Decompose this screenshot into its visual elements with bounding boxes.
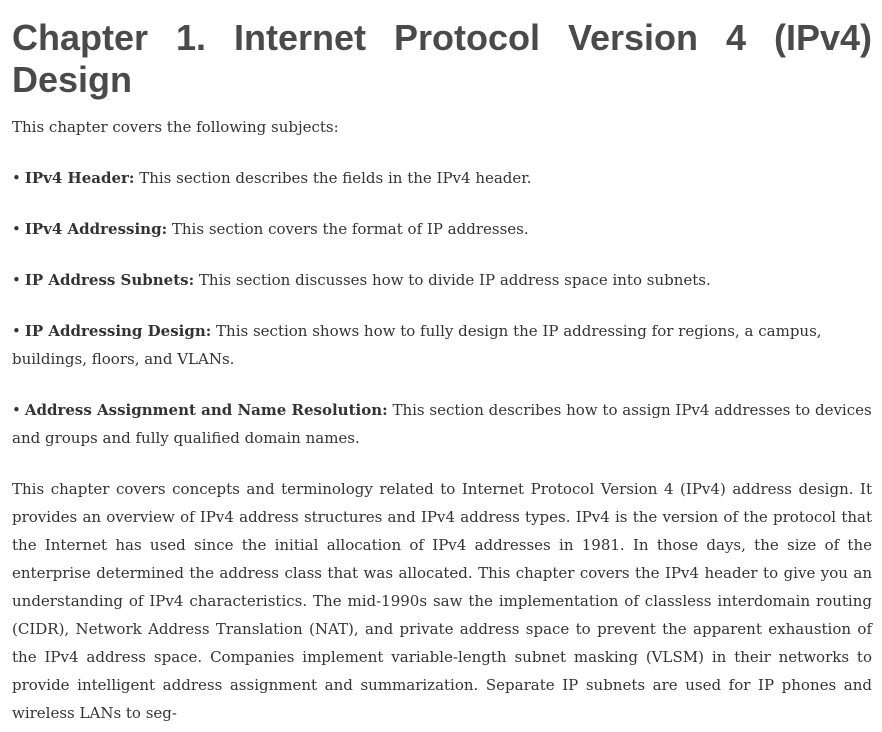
list-item: [12, 396, 872, 452]
chapter-title: [12, 17, 872, 101]
subject-description: This section covers the format of IP addresses.: [167, 220, 529, 238]
subjects-list: [12, 164, 872, 452]
bullet: •: [12, 322, 21, 340]
bullet: •: [12, 401, 21, 419]
subject-description: This section describes the fields in the IPv4 header.: [134, 169, 532, 187]
body-paragraph: This chapter covers concepts and terminology related to Internet Protocol Version 4 (IPv4) address design. It provides an overview of IPv4 address structures and IPv4 address types. IPv4 is the version of the protocol that the Internet has used since the initial allocation of IPv4 addresses in 1981. In those days, the size of the enterprise determined the address class that was allocated. This chapter covers the IPv4 header to give you an understanding of IPv4 characteristics. The mid-1990s saw the implementation of classless interdomain routing (CIDR), Network Address Translation (NAT), and private address space to prevent the apparent exhaustion of the IPv4 address space. Companies implement variable-length subnet masking (VLSM) in their networks to provide intelligent address assignment and summarization. Separate IP subnets are used for IP phones and wireless LANs to seg-: [12, 480, 872, 722]
document-page: [12, 0, 872, 727]
bullet: •: [12, 220, 21, 238]
chapter-title-line-1: Chapter 1. Internet Protocol Version 4 (IPv4): [12, 17, 872, 58]
subject-term: IP Addressing Design:: [24, 322, 212, 340]
subject-term: Address Assignment and Name Resolution:: [24, 401, 388, 419]
list-item: [12, 317, 872, 373]
subject-term: IPv4 Header:: [24, 169, 135, 187]
list-item: [12, 164, 872, 192]
chapter-title-line-2: Design: [12, 59, 133, 100]
subject-term: IPv4 Addressing:: [24, 220, 168, 238]
subject-description: This section shows how to fully design the IP addressing for regions, a campus, buildings, floors, and VLANs.: [12, 322, 822, 368]
intro-text: This chapter covers the following subjects:: [12, 118, 339, 136]
bullet: •: [12, 271, 21, 289]
subject-description: This section discusses how to divide IP address space into subnets.: [194, 271, 711, 289]
list-item: [12, 215, 872, 243]
bullet: •: [12, 169, 21, 187]
list-item: [12, 266, 872, 294]
subject-term: IP Address Subnets:: [24, 271, 195, 289]
subject-description: This section describes how to assign IPv4 addresses to devices and groups and fully qualified domain names.: [12, 401, 872, 447]
